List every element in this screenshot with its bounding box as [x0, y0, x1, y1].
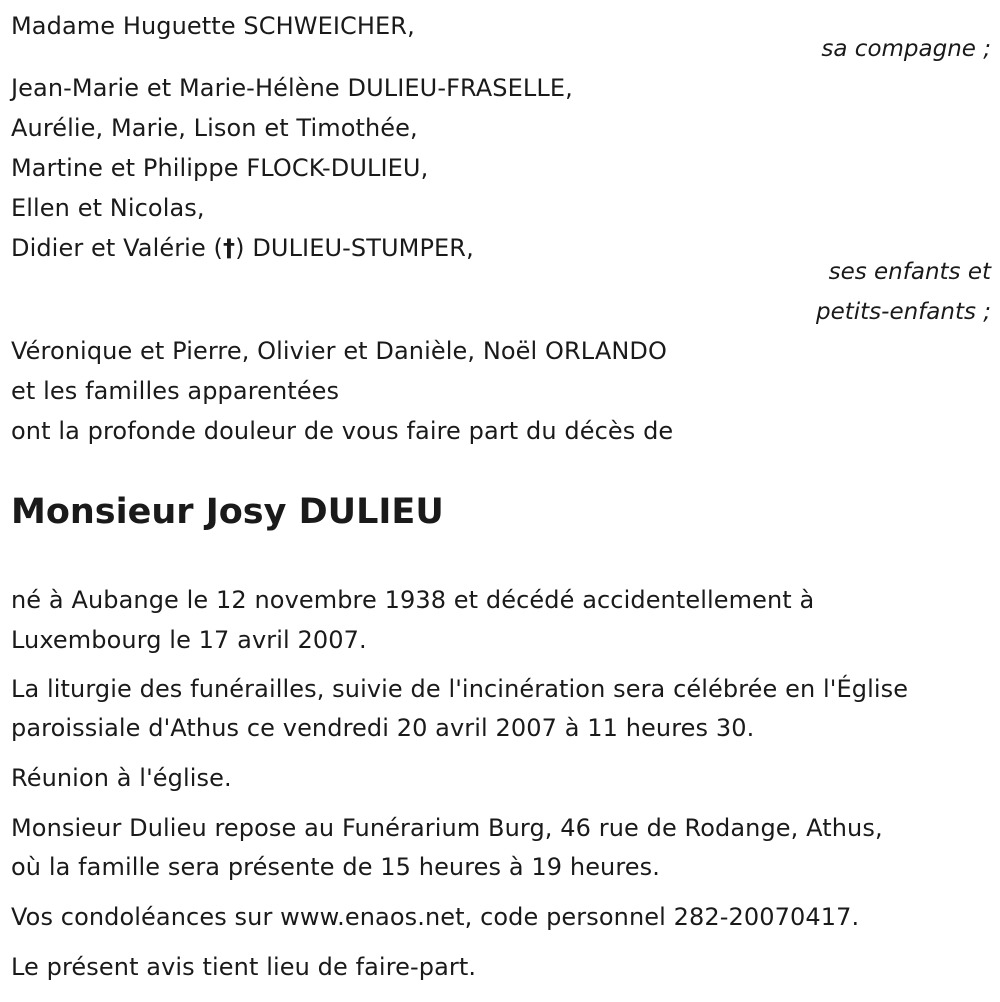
detail-line: Vos condoléances sur www.enaos.net, code personnel 282-20070417. — [11, 903, 860, 931]
others-line: Véronique et Pierre, Olivier et Danièle, Noël ORLANDO — [11, 337, 667, 365]
detail-line: où la famille sera présente de 15 heures à 19 heures. — [11, 853, 661, 881]
children-role-1: ses enfants et — [828, 259, 991, 285]
announcement-line: ont la profonde douleur de vous faire part du décès de — [11, 417, 674, 445]
children-line-last-start: Didier et Valérie ( — [11, 234, 224, 262]
children-line: Aurélie, Marie, Lison et Timothée, — [11, 114, 418, 142]
detail-line: né à Aubange le 12 novembre 1938 et décédé accidentellement à — [11, 586, 815, 614]
detail-line: Luxembourg le 17 avril 2007. — [11, 626, 367, 654]
detail-line: La liturgie des funérailles, suivie de l'incinération sera célébrée en l'Église — [11, 675, 909, 703]
detail-line: paroissiale d'Athus ce vendredi 20 avril 2007 à 11 heures 30. — [11, 714, 755, 742]
children-role-2: petits-enfants ; — [815, 299, 991, 325]
detail-line: Le présent avis tient lieu de faire-part. — [11, 953, 477, 981]
companion-role: sa compagne ; — [821, 36, 991, 62]
others-line: et les familles apparentées — [11, 377, 340, 405]
children-line-last — [11, 228, 474, 268]
obituary-notice — [11, 0, 991, 1002]
cross-icon: † — [223, 234, 236, 262]
detail-line: Réunion à l'église. — [11, 764, 232, 792]
detail-line: Monsieur Dulieu repose au Funérarium Burg, 46 rue de Rodange, Athus, — [11, 814, 883, 842]
companion-line: Madame Huguette SCHWEICHER, — [11, 12, 415, 40]
children-line: Jean-Marie et Marie-Hélène DULIEU-FRASELLE, — [11, 74, 573, 102]
children-line: Ellen et Nicolas, — [11, 194, 205, 222]
children-line-last-end: ) DULIEU-STUMPER, — [235, 234, 474, 262]
children-line: Martine et Philippe FLOCK-DULIEU, — [11, 154, 429, 182]
deceased-name: Monsieur Josy DULIEU — [11, 492, 444, 532]
